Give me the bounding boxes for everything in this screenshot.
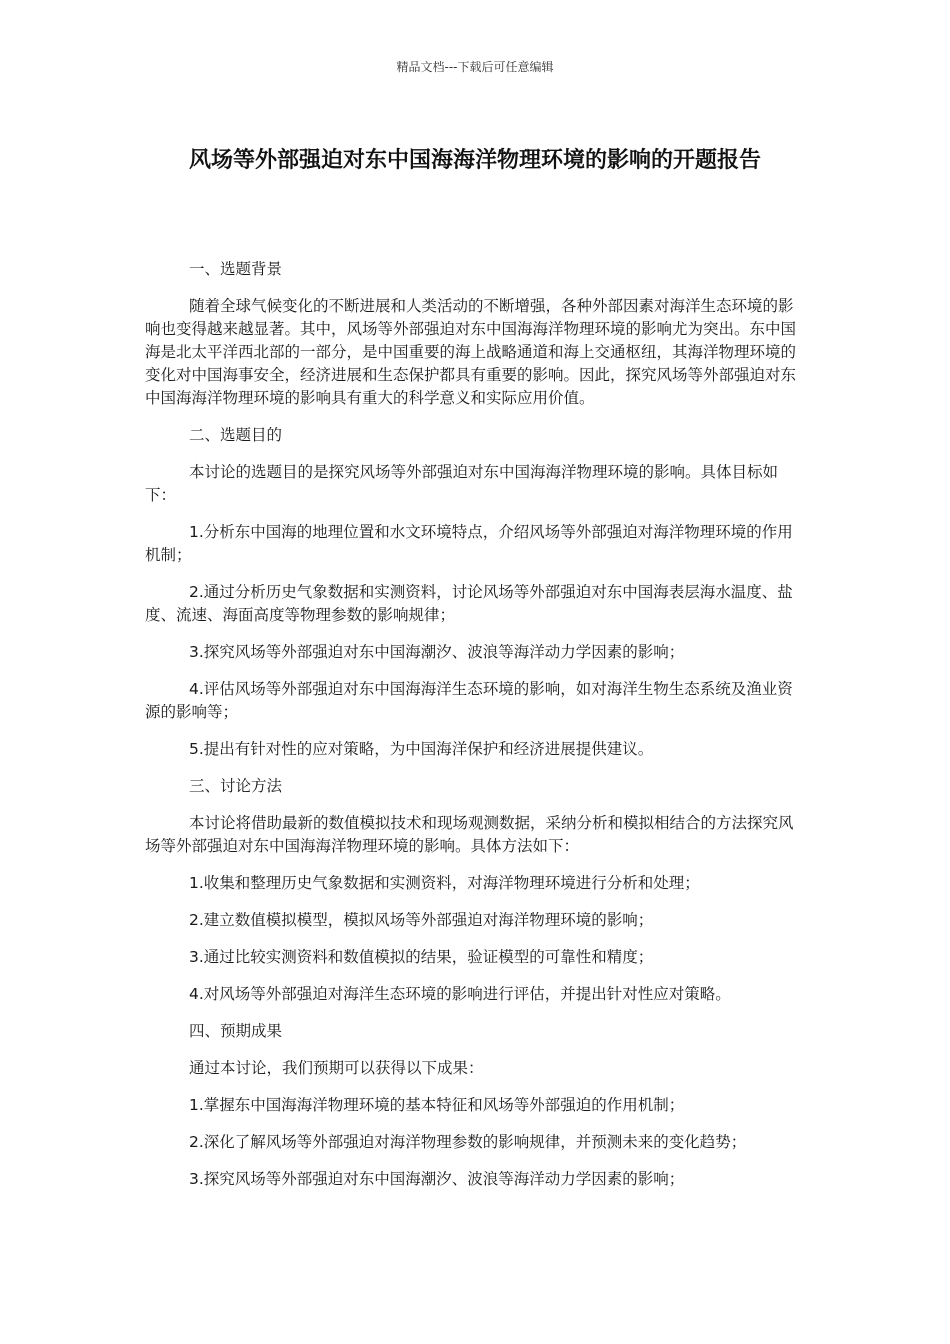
section-heading-results: 四、预期成果: [189, 1022, 283, 1040]
section-heading-objective: 二、选题目的: [189, 426, 283, 444]
method-item: 4.对风场等外部强迫对海洋生态环境的影响进行评估，并提出针对性应对策略。: [189, 985, 731, 1003]
objective-item: 3.探究风场等外部强迫对东中国海潮汐、波浪等海洋动力学因素的影响；: [189, 643, 685, 661]
results-intro: 通过本讨论，我们预期可以获得以下成果：: [189, 1059, 484, 1077]
method-item: 1.收集和整理历史气象数据和实测资料，对海洋物理环境进行分析和处理；: [189, 874, 700, 892]
method-item: 2.建立数值模拟模型，模拟风场等外部强迫对海洋物理环境的影响；: [189, 911, 654, 929]
document-title: 风场等外部强迫对东中国海海洋物理环境的影响的开题报告: [188, 148, 761, 173]
objective-item: 4.评估风场等外部强迫对东中国海海洋生态环境的影响，如对海洋生物生态系统及渔业资源的影响等；: [145, 680, 793, 721]
results-item: 3.探究风场等外部强迫对东中国海潮汐、波浪等海洋动力学因素的影响；: [189, 1170, 685, 1188]
section-heading-method: 三、讨论方法: [189, 777, 283, 795]
results-item: 2.深化了解风场等外部强迫对海洋物理参数的影响规律，并预测未来的变化趋势；: [189, 1133, 747, 1151]
objective-item: 2.通过分析历史气象数据和实测资料，讨论风场等外部强迫对东中国海表层海水温度、盐度、流速、海面高度等物理参数的影响规律；: [145, 583, 793, 624]
objective-item: 1.分析东中国海的地理位置和水文环境特点，介绍风场等外部强迫对海洋物理环境的作用机制；: [145, 523, 793, 564]
background-paragraph: 随着全球气候变化的不断进展和人类活动的不断增强，各种外部因素对海洋生态环境的影响也变得越来越显著。其中，风场等外部强迫对东中国海海洋物理环境的影响尤为突出。东中国海是北太平洋西北部的一部分，是中国重要的海上战略通道和海上交通枢纽，其海洋物理环境的变化对中国海事安全，经济进展和生态保护都具有重要的影响。因此，探究风场等外部强迫对东中国海海洋物理环境的影响具有重大的科学意义和实际应用价值。: [145, 297, 797, 407]
method-intro: 本讨论将借助最新的数值模拟技术和现场观测数据，采纳分析和模拟相结合的方法探究风场等外部强迫对东中国海海洋物理环境的影响。具体方法如下：: [145, 814, 794, 855]
document-body: [145, 258, 805, 1205]
header-note: 精品文档---下载后可任意编辑: [396, 60, 554, 74]
objective-intro: 本讨论的选题目的是探究风场等外部强迫对东中国海海洋物理环境的影响。具体目标如下：: [145, 463, 779, 504]
method-item: 3.通过比较实测资料和数值模拟的结果，验证模型的可靠性和精度；: [189, 948, 654, 966]
section-heading-background: 一、选题背景: [189, 260, 283, 278]
results-item: 1.掌握东中国海海洋物理环境的基本特征和风场等外部强迫的作用机制；: [189, 1096, 685, 1114]
objective-item: 5.提出有针对性的应对策略，为中国海洋保护和经济进展提供建议。: [189, 740, 654, 758]
